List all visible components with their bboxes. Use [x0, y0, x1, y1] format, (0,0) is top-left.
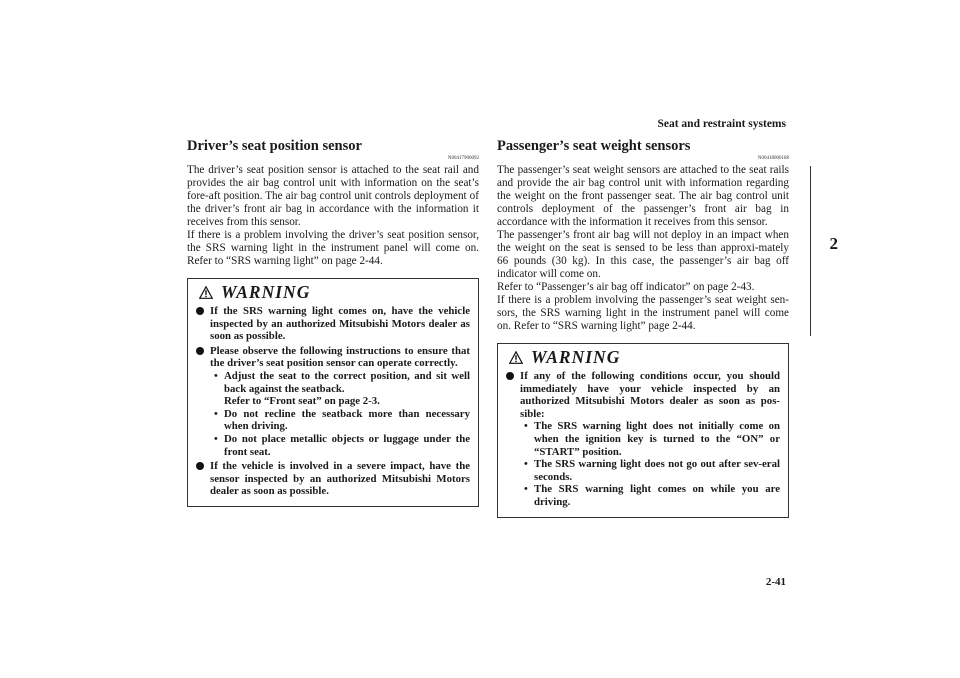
chapter-tab-divider — [810, 166, 811, 336]
warning-header — [509, 346, 780, 368]
warning-subitem: • Do not place metallic objects or luggage under the front seat. — [214, 432, 470, 458]
section-code: N00417900092 — [447, 156, 479, 161]
warning-subitem: • The SRS warning light does not go out after sev-eral seconds. — [524, 458, 780, 483]
paragraph: If there is a problem involving the passenger’s seat weight sen-sors, the SRS warning light in the instrument panel will come on. Refer to “SRS warning light” page 2-44. — [497, 294, 789, 332]
warning-title: WARNING — [531, 346, 621, 367]
warning-title: WARNING — [221, 281, 311, 302]
paragraph: The passenger’s front air bag will not deploy in an impact when the weight on the seat is sensed to be less than approxi-mately 66 pounds (30 kg). In this case, the passenger’s air bag off indicator will come on. — [497, 229, 789, 280]
running-title: Seat and restraint systems — [657, 118, 786, 130]
warning-item: If the vehicle is involved in a severe impact, have the sensor inspected by an authorized Mitsubishi Motors dealer as soon as possible. — [196, 460, 470, 498]
warning-item: If any of the following conditions occur, you should immediately have your vehicle inspected by an authorized Mitsubishi Motors dealer as soon as pos-sible: • The SRS warning light does not initially come on when the ignition key is turned to the “ON” or “START” position. • The SRS warning light does not go out after sev-eral seconds. • The SRS warning light comes on while you are driving. — [506, 370, 780, 509]
warning-subitem: • Do not recline the seatback more than necessary when driving. — [214, 407, 470, 433]
paragraph: The driver’s seat position sensor is attached to the seat rail and provides the air bag control unit with information on the seat’s fore-aft position. The air bag control unit controls deployment of the driver’s front air bag in accordance with the information it receives from this sensor. — [187, 164, 479, 228]
warning-item: If the SRS warning light comes on, have the vehicle inspected by an authorized Mitsubishi Motors dealer as soon as possible. — [196, 305, 470, 343]
warning-triangle-icon — [199, 286, 213, 299]
warning-item: Please observe the following instructions to ensure that the driver’s seat position sensor can operate correctly. • Adjust the seat to the correct position, and sit well back against the seatback. Refer to “Front seat” on page 2-3. • Do not recline the seatback more than necessary when driving. • Do not place metallic objects or luggage under the front seat. — [196, 345, 470, 458]
warning-header — [199, 281, 470, 303]
left-column — [187, 138, 479, 507]
paragraph: Refer to “Passenger’s air bag off indicator” on page 2-43. — [497, 281, 755, 293]
page-number: 2-41 — [765, 576, 786, 588]
warning-subitem: • The SRS warning light comes on while you are driving. — [524, 483, 780, 508]
section-title-passenger-weight-sensors: Passenger’s seat weight sensors — [497, 138, 691, 154]
paragraph: If there is a problem involving the driver’s seat position sensor, the SRS warning light in the instrument panel will come on. Refer to “SRS warning light” on page 2-44. — [187, 229, 479, 267]
bullet-icon — [196, 347, 204, 355]
warning-box — [187, 278, 479, 507]
bullet-icon — [506, 372, 514, 380]
bullet-icon — [196, 462, 204, 470]
bullet-icon — [196, 307, 204, 315]
warning-subitem: • Adjust the seat to the correct position, and sit well back against the seatback. Refer to “Front seat” on page 2-3. — [214, 369, 470, 408]
section-title-driver-seat-sensor: Driver’s seat position sensor — [187, 138, 362, 154]
paragraph: The passenger’s seat weight sensors are attached to the seat rails and provide the air bag control unit with information regarding the weight on the front passenger seat. The air bag control unit controls deployment of the passenger’s front air bag in accordance with the information it receives from this sensor. — [497, 164, 789, 228]
section-code: N00418000188 — [757, 156, 789, 161]
warning-subitem: • The SRS warning light does not initially come on when the ignition key is turned to the “ON” or “START” position. — [524, 420, 780, 458]
right-column — [497, 138, 789, 518]
warning-triangle-icon — [509, 351, 523, 364]
warning-box — [497, 343, 789, 518]
chapter-tab: 2 — [829, 234, 838, 253]
